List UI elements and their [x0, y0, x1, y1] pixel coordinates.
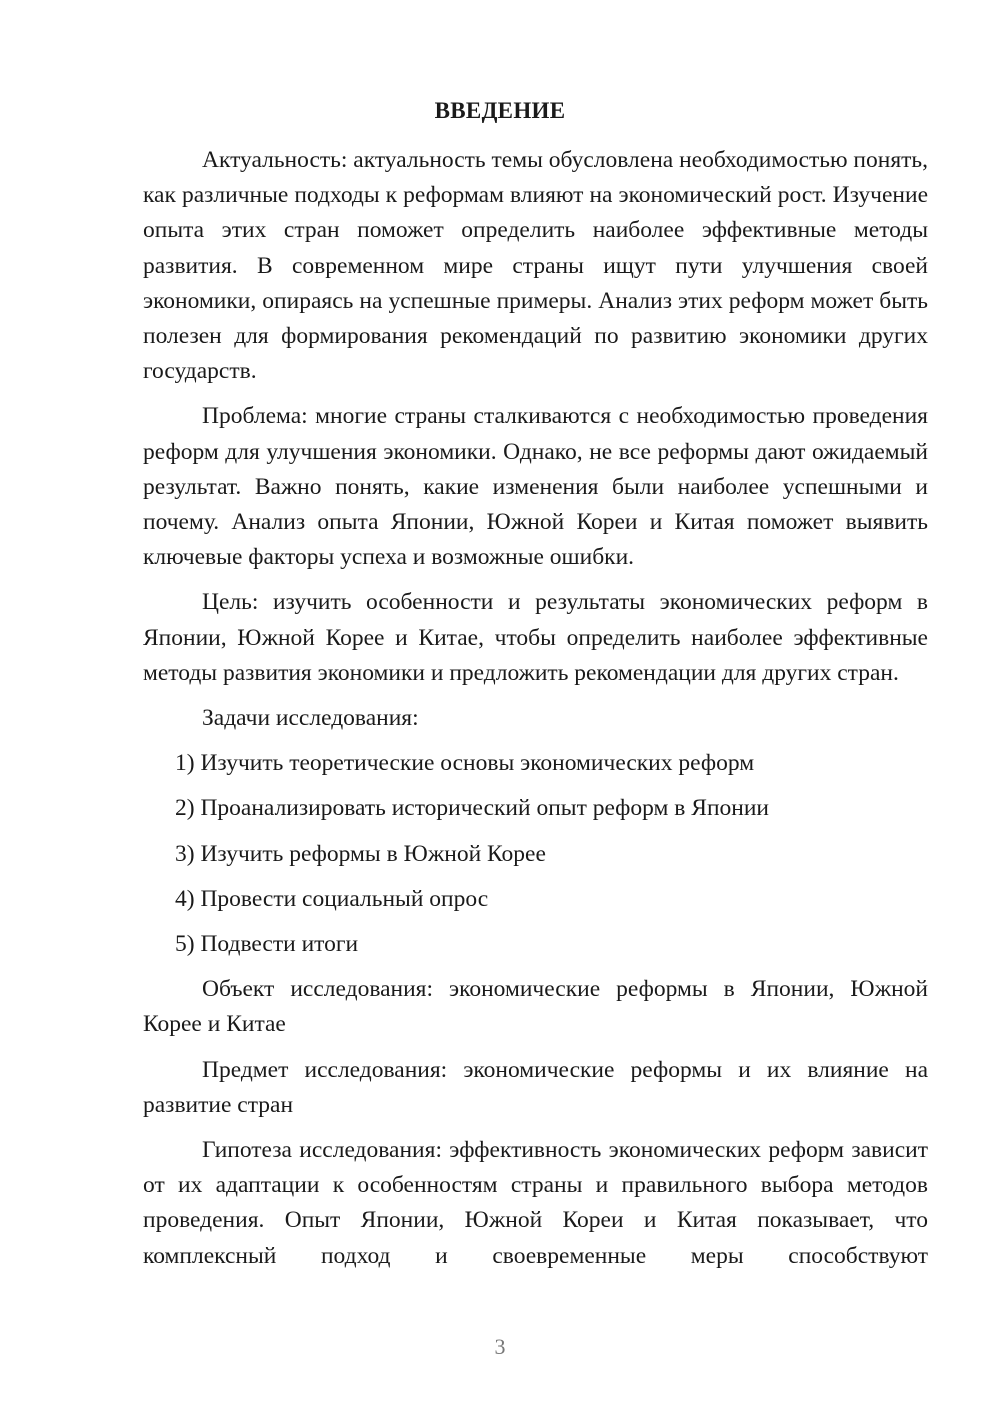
- page-number: 3: [494, 1334, 506, 1359]
- list-item: 1) Изучить теоретические основы экономических реформ: [175, 750, 755, 777]
- list-item: 4) Провести социальный опрос: [175, 885, 489, 912]
- hypothesis-paragraph: Гипотеза исследования: эффективность экономических реформ зависит от их адаптации к особенностям страны и правильного выбора методов проведения. Опыт Японии, Южной Кореи и Китая показывает, что комплексный подход и своевременные меры способствуют: [143, 1137, 928, 1269]
- body-text: [143, 143, 928, 1284]
- section-title: ВВЕДЕНИЕ: [434, 98, 566, 123]
- list-item: 5) Подвести итоги: [175, 931, 359, 958]
- goal-paragraph: Цель: изучить особенности и результаты экономических реформ в Японии, Южной Корее и Китае, чтобы определить наиболее эффективные методы развития экономики и предложить рекомендации для других стран.: [143, 589, 928, 686]
- tasks-list: [143, 746, 928, 962]
- subject-paragraph: Предмет исследования: экономические реформы и их влияние на развитие стран: [143, 1056, 928, 1118]
- tasks-heading: Задачи исследования:: [202, 705, 419, 732]
- object-paragraph: Объект исследования: экономические реформы в Японии, Южной Корее и Китае: [143, 976, 928, 1038]
- list-item: 3) Изучить реформы в Южной Корее: [175, 840, 546, 867]
- relevance-paragraph: Актуальность: актуальность темы обусловлена необходимостью понять, как различные подходы к реформам влияют на экономический рост. Изучение опыта этих стран поможет определить наиболее эффективные методы развития. В современном мире страны ищут пути улучшения своей экономики, опираясь на успешные примеры. Анализ этих реформ может быть полезен для формирования рекомендаций по развитию экономики других государств.: [143, 147, 928, 385]
- problem-paragraph: Проблема: многие страны сталкиваются с необходимостью проведения реформ для улучшения экономики. Однако, не все реформы дают ожидаемый результат. Важно понять, какие изменения были наиболее успешными и почему. Анализ опыта Японии, Южной Кореи и Китая поможет выявить ключевые факторы успеха и возможные ошибки.: [143, 403, 928, 571]
- list-item: 2) Проанализировать исторический опыт реформ в Японии: [175, 795, 769, 822]
